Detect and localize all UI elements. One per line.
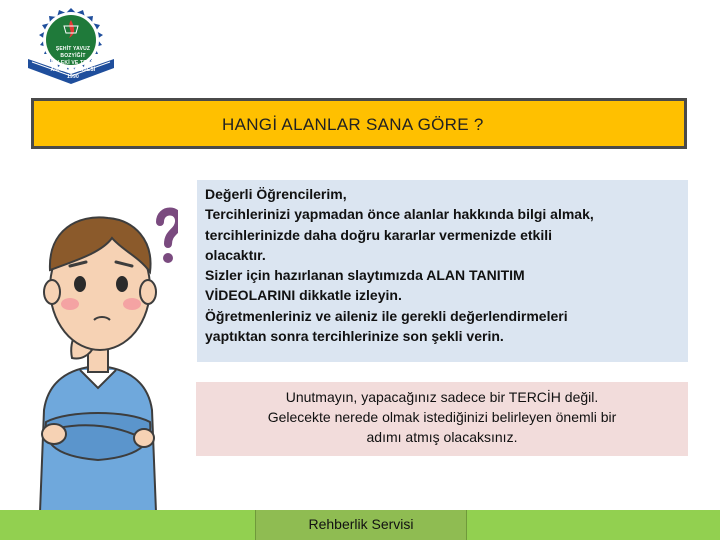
page-title: HANGİ ALANLAR SANA GÖRE ?	[222, 115, 484, 134]
info-line: Öğretmenleriniz ve aileniz ile gerekli değerlendirmeleri	[205, 307, 568, 324]
warning-line: Gelecekte nerede olmak istediğinizi belirleyen önemli bir	[267, 409, 617, 425]
school-logo	[8, 4, 134, 94]
info-line: yaptıktan sonra tercihlerinize son şekli verin.	[205, 328, 504, 345]
info-line: Değerli Öğrencilerim,	[205, 186, 347, 202]
info-box	[197, 180, 688, 362]
logo-text-line: ANADOLU LİSESİ	[50, 67, 96, 73]
info-line: Sizler için hazırlanan slaytımızda ALAN TANITIM	[205, 267, 525, 284]
title-bar	[31, 98, 687, 149]
info-line: VİDEOLARINI dikkatle izleyin.	[205, 287, 402, 304]
question-mark-icon	[160, 212, 178, 264]
footer-bar	[0, 510, 720, 540]
warning-line: adımı atmış olacaksınız.	[366, 429, 518, 445]
logo-text-line: 1990	[67, 74, 79, 80]
school-logo-text	[46, 46, 100, 81]
info-line: Tercihlerinizi yapmadan önce alanlar hakkında bilgi almak,	[205, 206, 594, 223]
info-line: tercihlerinizde daha doğru kararlar vermenizde etkili	[205, 226, 553, 243]
footer-label-box	[255, 510, 467, 540]
thinking-boy-illustration	[18, 160, 178, 512]
info-line: olacaktır.	[205, 246, 266, 263]
logo-text-line: MESLEKİ VE TEKNİK	[46, 60, 100, 66]
warning-box	[196, 382, 688, 456]
footer-label: Rehberlik Servisi	[308, 516, 414, 532]
warning-line: Unutmayın, yapacağınız sadece bir TERCİH değil.	[285, 389, 599, 405]
logo-text-line: ŞEHİT YAVUZ BOZYİĞİT	[55, 46, 91, 59]
